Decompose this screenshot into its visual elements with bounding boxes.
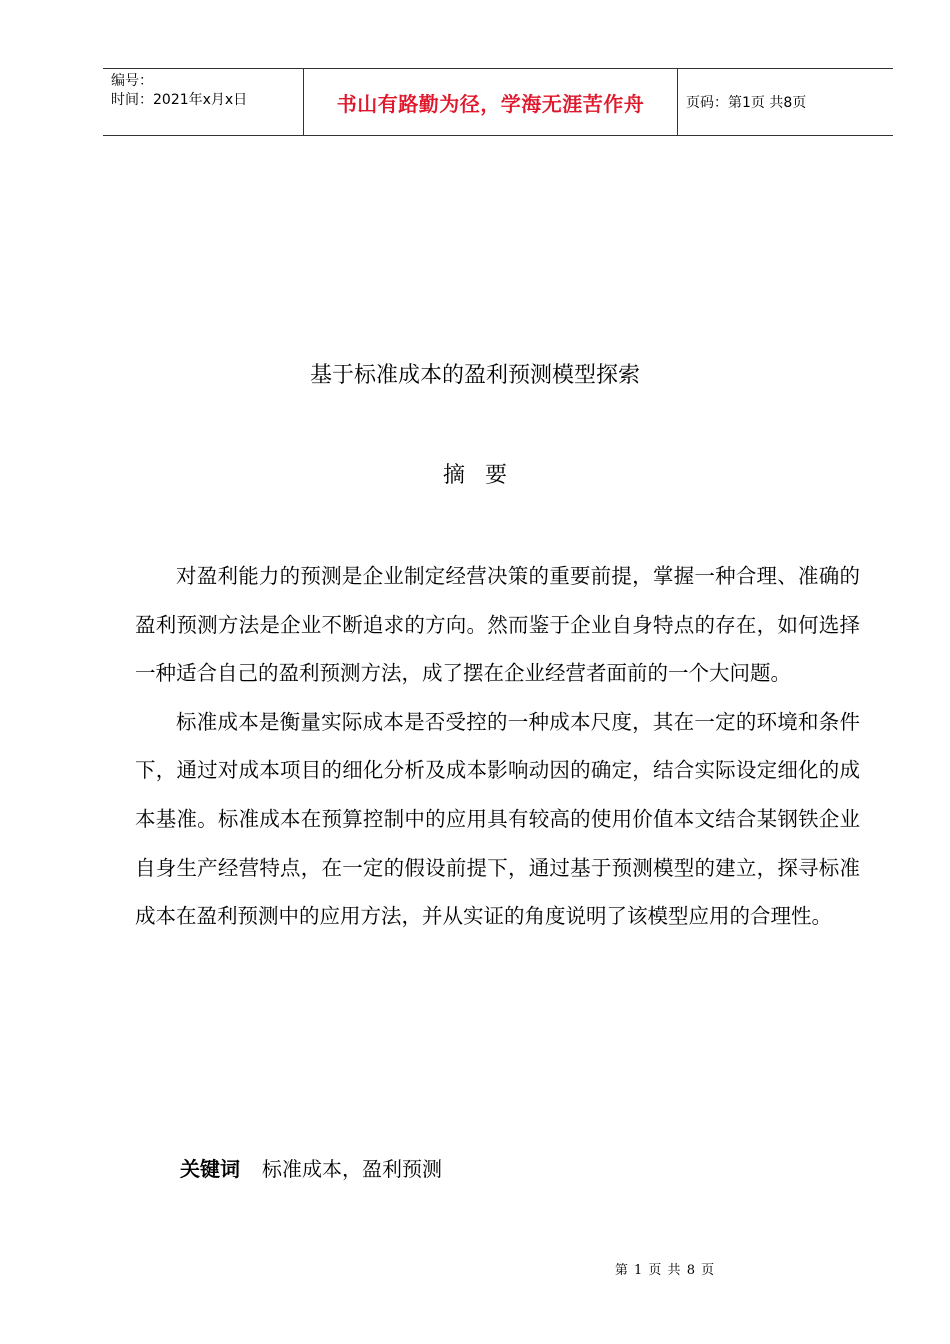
keywords-value: 标准成本，盈利预测	[262, 1157, 442, 1181]
keywords-label: 关键词	[180, 1157, 240, 1181]
header-motto-cell	[304, 69, 678, 135]
document-title: 基于标准成本的盈利预测模型探索	[309, 363, 640, 388]
header-page-info-cell	[678, 69, 893, 135]
keywords-line	[180, 1153, 442, 1182]
header-page-info: 页码：第1页 共8页	[686, 95, 807, 111]
abstract-paragraph: 对盈利能力的预测是企业制定经营决策的重要前提，掌握一种合理、准确的盈利预测方法是企业不断追求的方向。然而鉴于企业自身特点的存在，如何选择一种适合自己的盈利预测方法，成了摆在企业经营者面前的一个大问题。	[135, 564, 860, 686]
header-motto: 书山有路勤为径，学海无涯苦作舟	[336, 91, 645, 116]
abstract-body	[135, 552, 860, 941]
time-label: 时间：2021年x月x日	[111, 92, 248, 108]
header-meta	[103, 69, 304, 135]
abstract-paragraph: 标准成本是衡量实际成本是否受控的一种成本尺度，其在一定的环境和条件下，通过对成本项目的细化分析及成本影响动因的确定，结合实际设定细化的成本基准。标准成本在预算控制中的应用具有较高的使用价值本文结合某钢铁企业自身生产经营特点，在一定的假设前提下，通过基于预测模型的建立，探寻标准成本在盈利预测中的应用方法，并从实证的角度说明了该模型应用的合理性。	[135, 709, 860, 929]
abstract-heading: 摘要	[442, 463, 527, 488]
page-footer: 第 1 页 共 8 页	[614, 1263, 716, 1278]
document-header	[103, 68, 893, 136]
serial-number-label: 编号：	[111, 73, 153, 89]
